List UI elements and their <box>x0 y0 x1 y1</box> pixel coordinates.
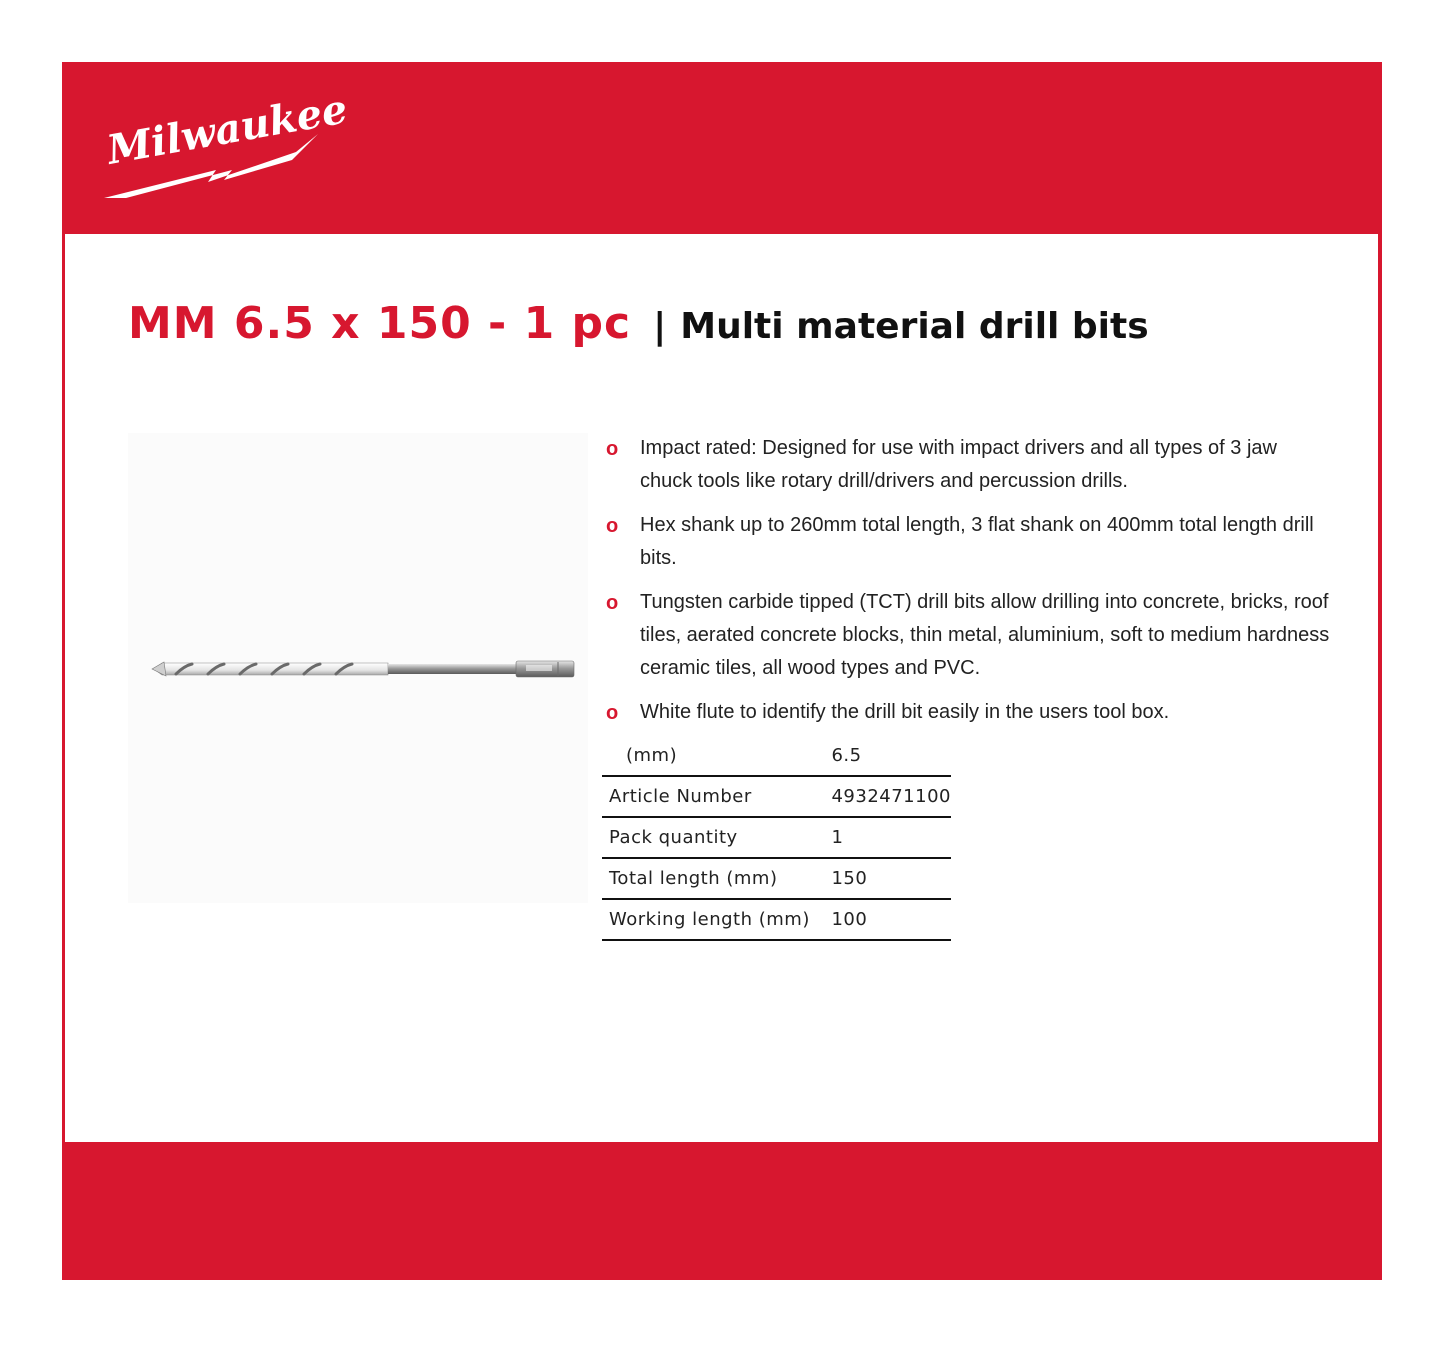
product-title-model: MM 6.5 x 150 - 1 pc <box>128 298 632 349</box>
spec-label: Total length (mm) <box>602 858 824 899</box>
spec-label: Working length (mm) <box>602 899 824 940</box>
feature-item <box>604 509 1334 575</box>
milwaukee-logo <box>96 85 351 204</box>
spec-table <box>602 736 951 941</box>
product-title <box>128 300 1288 351</box>
spec-value: 4932471100 <box>824 776 951 817</box>
spec-value: 150 <box>824 858 951 899</box>
title-separator: | <box>653 306 667 347</box>
spec-row <box>602 736 951 776</box>
feature-text: Impact rated: Designed for use with impact drivers and all types of 3 jaw chuck tools like rotary drill/drivers and percussion drills. <box>640 437 1277 492</box>
spec-row <box>602 817 951 858</box>
bullet-icon: o <box>606 702 619 724</box>
spec-row <box>602 858 951 899</box>
spec-row <box>602 899 951 940</box>
spec-value: 100 <box>824 899 951 940</box>
spec-row <box>602 776 951 817</box>
drill-bit-icon <box>128 433 588 903</box>
feature-item <box>604 432 1334 498</box>
feature-item <box>604 586 1334 685</box>
bullet-icon: o <box>606 515 619 537</box>
spec-label: Article Number <box>602 776 824 817</box>
feature-text: Hex shank up to 260mm total length, 3 flat shank on 400mm total length drill bits. <box>640 514 1314 569</box>
drill-bit-image <box>128 433 588 903</box>
bullet-icon: o <box>606 592 619 614</box>
spec-value: 6.5 <box>824 736 951 776</box>
feature-text: Tungsten carbide tipped (TCT) drill bits allow drilling into concrete, bricks, roof tiles, aerated concrete blocks, thin metal, aluminium, soft to medium hardness ceramic tiles, all wood types and PVC. <box>640 591 1330 679</box>
feature-item <box>604 696 1334 729</box>
spec-label: Pack quantity <box>602 817 824 858</box>
svg-text:Milwaukee: Milwaukee <box>103 85 351 174</box>
feature-list <box>604 432 1334 740</box>
spec-value: 1 <box>824 817 951 858</box>
feature-text: White flute to identify the drill bit easily in the users tool box. <box>640 701 1170 723</box>
bullet-icon: o <box>606 438 619 460</box>
spec-label: (mm) <box>602 736 824 776</box>
product-title-type: Multi material drill bits <box>680 306 1149 347</box>
